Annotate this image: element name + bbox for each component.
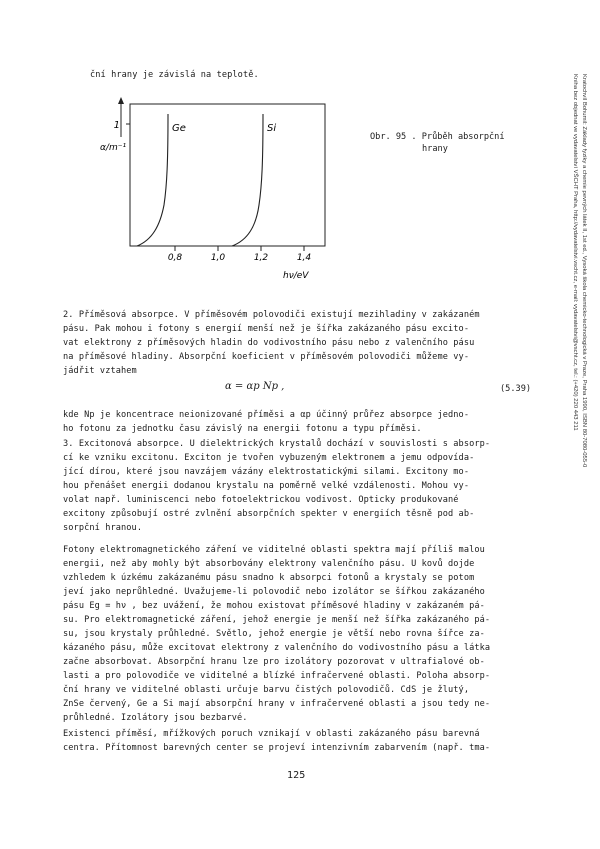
para1-line-6: su, jsou krystaly průhledné. Světlo, jehož energie je větší nebo rovna šířce za- — [63, 629, 485, 639]
para1-line-5: su. Pro elektromagnetické záření, jehož energie je menší než šířka zakázaného pá- — [63, 615, 491, 625]
para1-line-10: ční hrany ve viditelné oblasti určuje barvu čistých polovodičů. CdS je žlutý, — [63, 685, 470, 695]
para1-line-8: začne absorbovat. Absorpční hranu lze pro izolátory pozorovat v ultrafialové ob- — [63, 657, 485, 667]
y-tick-label: 1 — [113, 120, 120, 131]
figure-caption-line2: hrany — [422, 144, 448, 154]
section2-line-3: na příměsové hladiny. Absorpční koeficient v příměsovém polovodiči můžeme vy- — [63, 352, 470, 362]
side-citation-line2: Kniha bez objednat ve vydavatelství VŠCHT Praha, http://vydavatelstvi.vscht.cz, e-mail: vydavatelstvi@vscht.cz, tel.: (+420) 220 443 211 — [572, 74, 579, 431]
para2-line-0: Existenci příměsí, mřížkových poruch vznikají v oblasti zakázaného pásu barevná — [63, 729, 480, 739]
after-eq-line-1: ho fotonu za jednotku času závislý na energii fotonu a typu příměsi. — [63, 424, 422, 434]
si-curve — [232, 114, 263, 246]
para1-line-1: energii, než aby mohly být absorbovány elektrony valenčního pásu. U kovů dojde — [63, 559, 475, 569]
para2-line-1: centra. Přítomnost barevných center se projeví intenzivním zabarvením (např. tma- — [63, 743, 491, 753]
section3-line-2: jící dírou, které jsou navzájem vázány elektrostatickými silami. Excitony mo- — [63, 467, 470, 477]
x-tick-label-0: 0,8 — [167, 253, 183, 263]
para1-line-7: kázaného pásu, může excitovat elektrony z valenčního do vodivostního pásu a látka — [63, 643, 491, 653]
x-tick-label-1: 1,0 — [210, 253, 226, 263]
section3-line-4: volat např. luminiscenci nebo fotoelektrickou vodivost. Opticky produkované — [63, 495, 459, 505]
page-number: 125 — [287, 770, 306, 781]
top-line: ční hrany je závislá na teplotě. — [90, 70, 259, 80]
section3-line-3: hou přenášet energii dodanou krystalu na poměrně velké vzdálenosti. Mohou vy- — [63, 481, 470, 491]
para1-line-11: ZnSe červený, Ge a Si mají absorpční hrany v infračervené oblasti a jsou tedy ne- — [63, 699, 491, 709]
para1-line-4: pásu Eg = hν , bez uvážení, že mohou existovat příměsové hladiny v zakázaném pá- — [63, 601, 485, 611]
x-tick-label-2: 1,2 — [253, 253, 269, 263]
absorption-figure — [0, 0, 600, 300]
ge-label: Ge — [172, 123, 186, 134]
para1-line-9: lasti a pro polovodiče ve viditelné a blízké infračervené oblasti. Poloha absorp- — [63, 671, 491, 681]
section3-line-0: 3. Excitonová absorpce. U dielektrických krystalů dochází v souvislosti s absorp- — [63, 439, 491, 449]
section3-line-6: sorpční hranou. — [63, 523, 143, 533]
x-axis-label: hν/eV — [283, 271, 309, 281]
figure-caption-line1: Obr. 95 . Průběh absorpční — [370, 132, 505, 142]
y-axis-arrowhead — [118, 97, 124, 104]
equation: α = αp Np , — [225, 381, 285, 392]
y-axis-label: α/m⁻¹ — [100, 143, 127, 153]
section2-line-0: 2. Příměsová absorpce. V příměsovém polovodiči existují mezihladiny v zakázaném — [63, 310, 480, 320]
section2-line-4: jádřit vztahem — [63, 366, 137, 376]
para1-line-2: vzhledem k úzkému zakázanému pásu snadno k absorpci fotonů a krystaly se potom — [63, 573, 475, 583]
section3-line-1: cí ke vzniku excitonu. Exciton je tvořen vybuzeným elektronem a jemu odpovída- — [63, 453, 475, 463]
ge-curve — [137, 114, 168, 246]
section3-line-5: excitony způsobují ostré zvlnění absorpčních spekter v energiích těsně pod ab- — [63, 509, 475, 519]
para1-line-3: jeví jako neprůhledné. Uvažujeme-li polovodič nebo izolátor se šířkou zakázaného — [63, 587, 485, 597]
equation-number: (5.39) — [500, 384, 532, 394]
para1-line-12: průhledné. Izolátory jsou bezbarvé. — [63, 713, 248, 723]
plot-frame — [130, 104, 325, 246]
x-tick-label-3: 1,4 — [296, 253, 312, 263]
section2-line-1: pásu. Pak mohou i fotony s energií menší než je šířka zakázaného pásu excito- — [63, 324, 470, 334]
para1-line-0: Fotony elektromagnetického záření ve viditelné oblasti spektra mají příliš malou — [63, 545, 485, 555]
side-citation-line1: Kratochvíl Bohumil: Základy fyziky a chemie pevných látek II, 1st ed., Vysoká škola chemicko-technologická v Praze, Praha 1990, ISBN 80-7080-055-0 — [581, 74, 587, 468]
section2-line-2: vat elektrony z příměsových hladin do vodivostního pásu nebo z valenčního pásu — [63, 338, 475, 348]
si-label: Si — [267, 123, 277, 134]
after-eq-line-0: kde Np je koncentrace neionizované příměsi a αp účinný průřez absorpce jedno- — [63, 410, 470, 420]
